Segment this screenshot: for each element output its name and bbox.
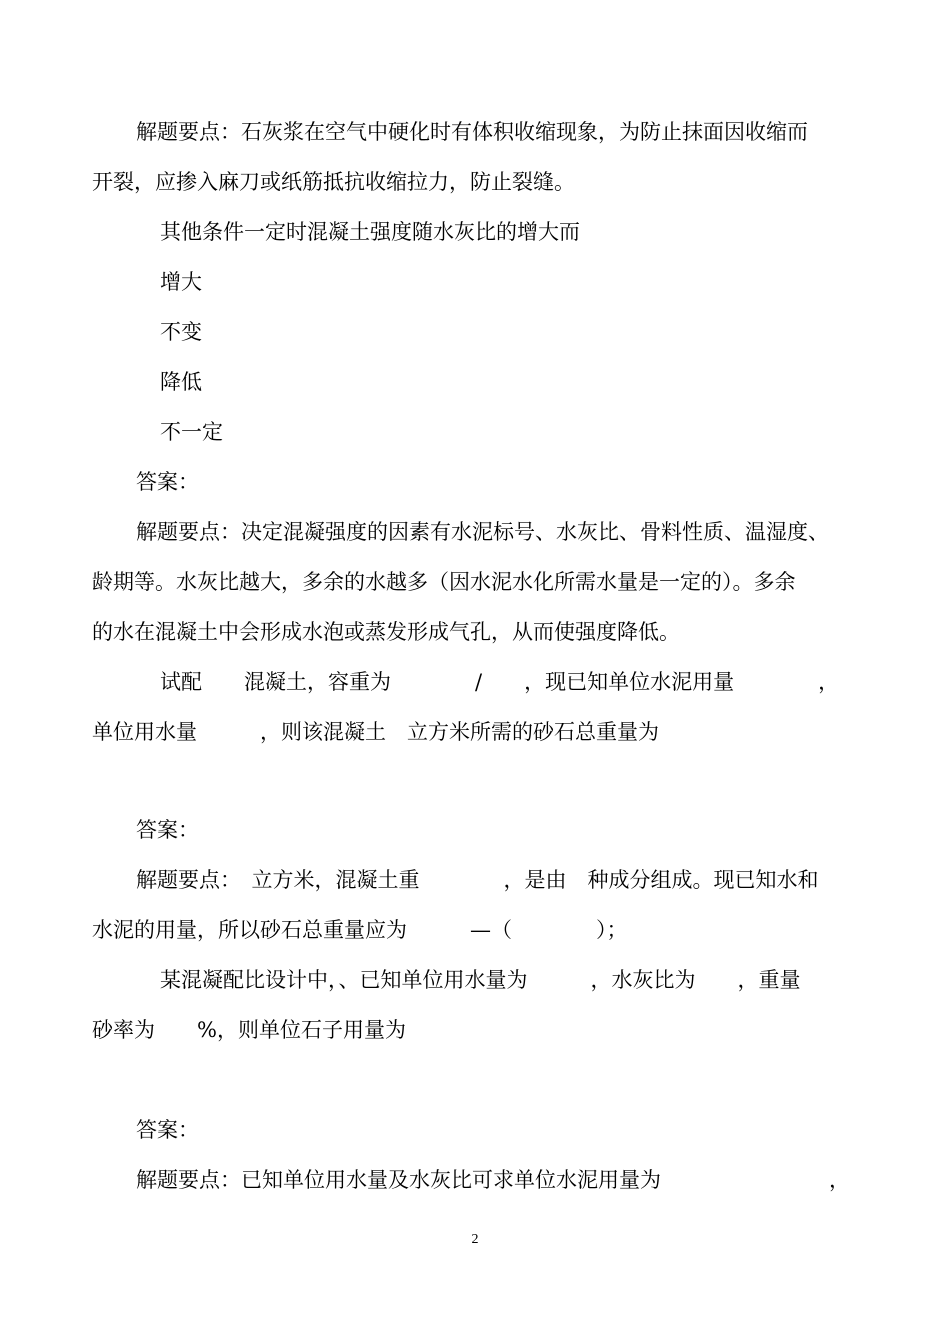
- text-line: 的水在混凝土中会形成水泡或蒸发形成气孔，从而使强度降低。: [92, 620, 680, 644]
- text-line: 龄期等。水灰比越大，多余的水越多（因水泥水化所需水量是一定的）。多余: [92, 570, 796, 594]
- page-number: 2: [471, 1232, 479, 1247]
- text-line: 解题要点：决定混凝强度的因素有水泥标号、水灰比、骨料性质、温湿度、: [136, 520, 829, 544]
- text-line: 水泥的用量，所以砂石总重量应为 —（ ）；: [92, 918, 628, 942]
- option-a: 增大: [160, 270, 202, 294]
- option-c: 降低: [160, 370, 202, 394]
- text-line: 解题要点：已知单位用水量及水灰比可求单位水泥用量为 ，: [136, 1168, 850, 1192]
- question-text: 其他条件一定时混凝土强度随水灰比的增大而: [160, 220, 580, 244]
- answer-label: 答案：: [136, 818, 199, 842]
- text-line: 开裂，应掺入麻刀或纸筋抵抗收缩拉力，防止裂缝。: [92, 170, 575, 194]
- option-b: 不变: [160, 320, 202, 344]
- answer-label: 答案：: [136, 470, 199, 494]
- question-text: 砂率为 %，则单位石子用量为: [92, 1018, 406, 1042]
- text-line: 解题要点： 立方米，混凝土重 ，是由 种成分组成。现已知水和: [136, 868, 819, 892]
- question-text: 某混凝配比设计中，、已知单位用水量为 ，水灰比为 ，重量: [160, 968, 801, 992]
- question-text: 单位用水量 ，则该混凝土 立方米所需的砂石总重量为: [92, 720, 659, 744]
- text-line: 解题要点：石灰浆在空气中硬化时有体积收缩现象，为防止抹面因收缩而: [136, 120, 808, 144]
- question-text: 试配 混凝土，容重为 / ，现已知单位水泥用量 ，: [160, 670, 840, 694]
- answer-label: 答案：: [136, 1118, 199, 1142]
- option-d: 不一定: [160, 420, 223, 444]
